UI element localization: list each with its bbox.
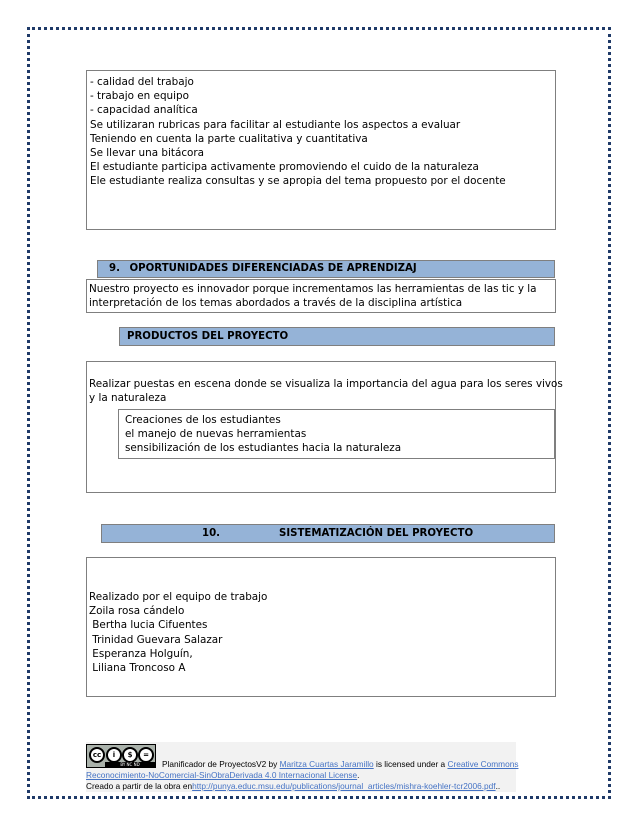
license-line-1: [162, 759, 518, 770]
productos-inner-box: [118, 409, 555, 459]
eval-line: - trabajo en equipo: [90, 90, 189, 103]
productos-inner-line: Creaciones de los estudiantes: [125, 414, 281, 426]
nc-icon: $: [122, 747, 138, 763]
productos-title: PRODUCTOS DEL PROYECTO: [127, 331, 289, 342]
license-name-link[interactable]: Reconocimiento-NoComercial-SinObraDerivada 4.0 Internacional License: [86, 770, 358, 780]
by-icon: i: [106, 747, 122, 763]
productos-header: [119, 327, 555, 346]
productos-inner-line: el manejo de nuevas herramientas: [125, 428, 307, 441]
cc-icon: cc: [89, 747, 105, 763]
cc-badge-strip: BY NC ND: [105, 762, 155, 767]
eval-line: Teniendo en cuenta la parte cualitativa y cuantitativa: [90, 132, 368, 145]
section-9-content: [86, 279, 556, 313]
eval-line: Se llevar una bitácora: [90, 147, 205, 160]
team-line: Realizado por el equipo de trabajo: [89, 591, 268, 603]
license-line-2: [86, 770, 359, 781]
productos-inner-line: sensibilización de los estudiantes hacia la naturaleza: [125, 442, 402, 455]
section-9-number: 9.: [109, 263, 120, 274]
source-prefix: Creado a partir de la obra en: [86, 781, 193, 791]
eval-line: Ele estudiante realiza consultas y se apropia del tema propuesto por el docente: [90, 175, 506, 188]
section-10-number: 10.: [202, 528, 221, 539]
section-10-title: SISTEMATIZACIÓN DEL PROYECTO: [279, 528, 474, 539]
author-link[interactable]: Maritza Cuartas Jaramillo: [279, 759, 374, 769]
source-suffix: ..: [495, 781, 501, 791]
productos-line: y la naturaleza: [89, 392, 167, 405]
license-line-2-suffix: .: [357, 770, 360, 780]
section-10-header: [101, 524, 555, 543]
eval-line: - capacidad analítica: [90, 104, 198, 117]
team-line: Zoila rosa cándelo: [89, 605, 185, 618]
nd-icon: =: [138, 747, 154, 763]
team-line: Esperanza Holguín,: [89, 647, 193, 660]
source-link[interactable]: http://punya.educ.msu.edu/publications/journal_articles/mishra-koehler-tcr2006.pdf: [192, 781, 496, 791]
creative-commons-link[interactable]: Creative Commons: [447, 759, 519, 769]
section-9-header: [97, 260, 555, 278]
section-9-line: interpretación de los temas abordados a través de la disciplina artística: [89, 297, 463, 310]
license-mid: is licensed under a: [373, 759, 448, 769]
team-line: Trinidad Guevara Salazar: [89, 633, 223, 646]
license-prefix: Planificador de ProyectosV2 by: [162, 759, 280, 769]
productos-line: Realizar puestas en escena donde se visualiza la importancia del agua para los seres vivos: [89, 378, 563, 390]
section-9-line: Nuestro proyecto es innovador porque incrementamos las herramientas de las tic y la: [89, 283, 537, 295]
section-9-title: OPORTUNIDADES DIFERENCIADAS DE APRENDIZAJ: [129, 263, 417, 274]
eval-line: El estudiante participa activamente promoviendo el cuido de la naturaleza: [90, 161, 479, 174]
evaluation-box: [86, 70, 556, 230]
cc-license-badge[interactable]: [86, 744, 156, 768]
team-line: Liliana Troncoso A: [89, 662, 186, 675]
license-footer: [86, 742, 519, 792]
license-line-3: [86, 781, 500, 792]
eval-line: Se utilizaran rubricas para facilitar al estudiante los aspectos a evaluar: [90, 118, 461, 131]
eval-line: - calidad del trabajo: [90, 76, 194, 88]
team-line: Bertha lucia Cifuentes: [89, 619, 208, 632]
section-10-content: [86, 557, 556, 697]
